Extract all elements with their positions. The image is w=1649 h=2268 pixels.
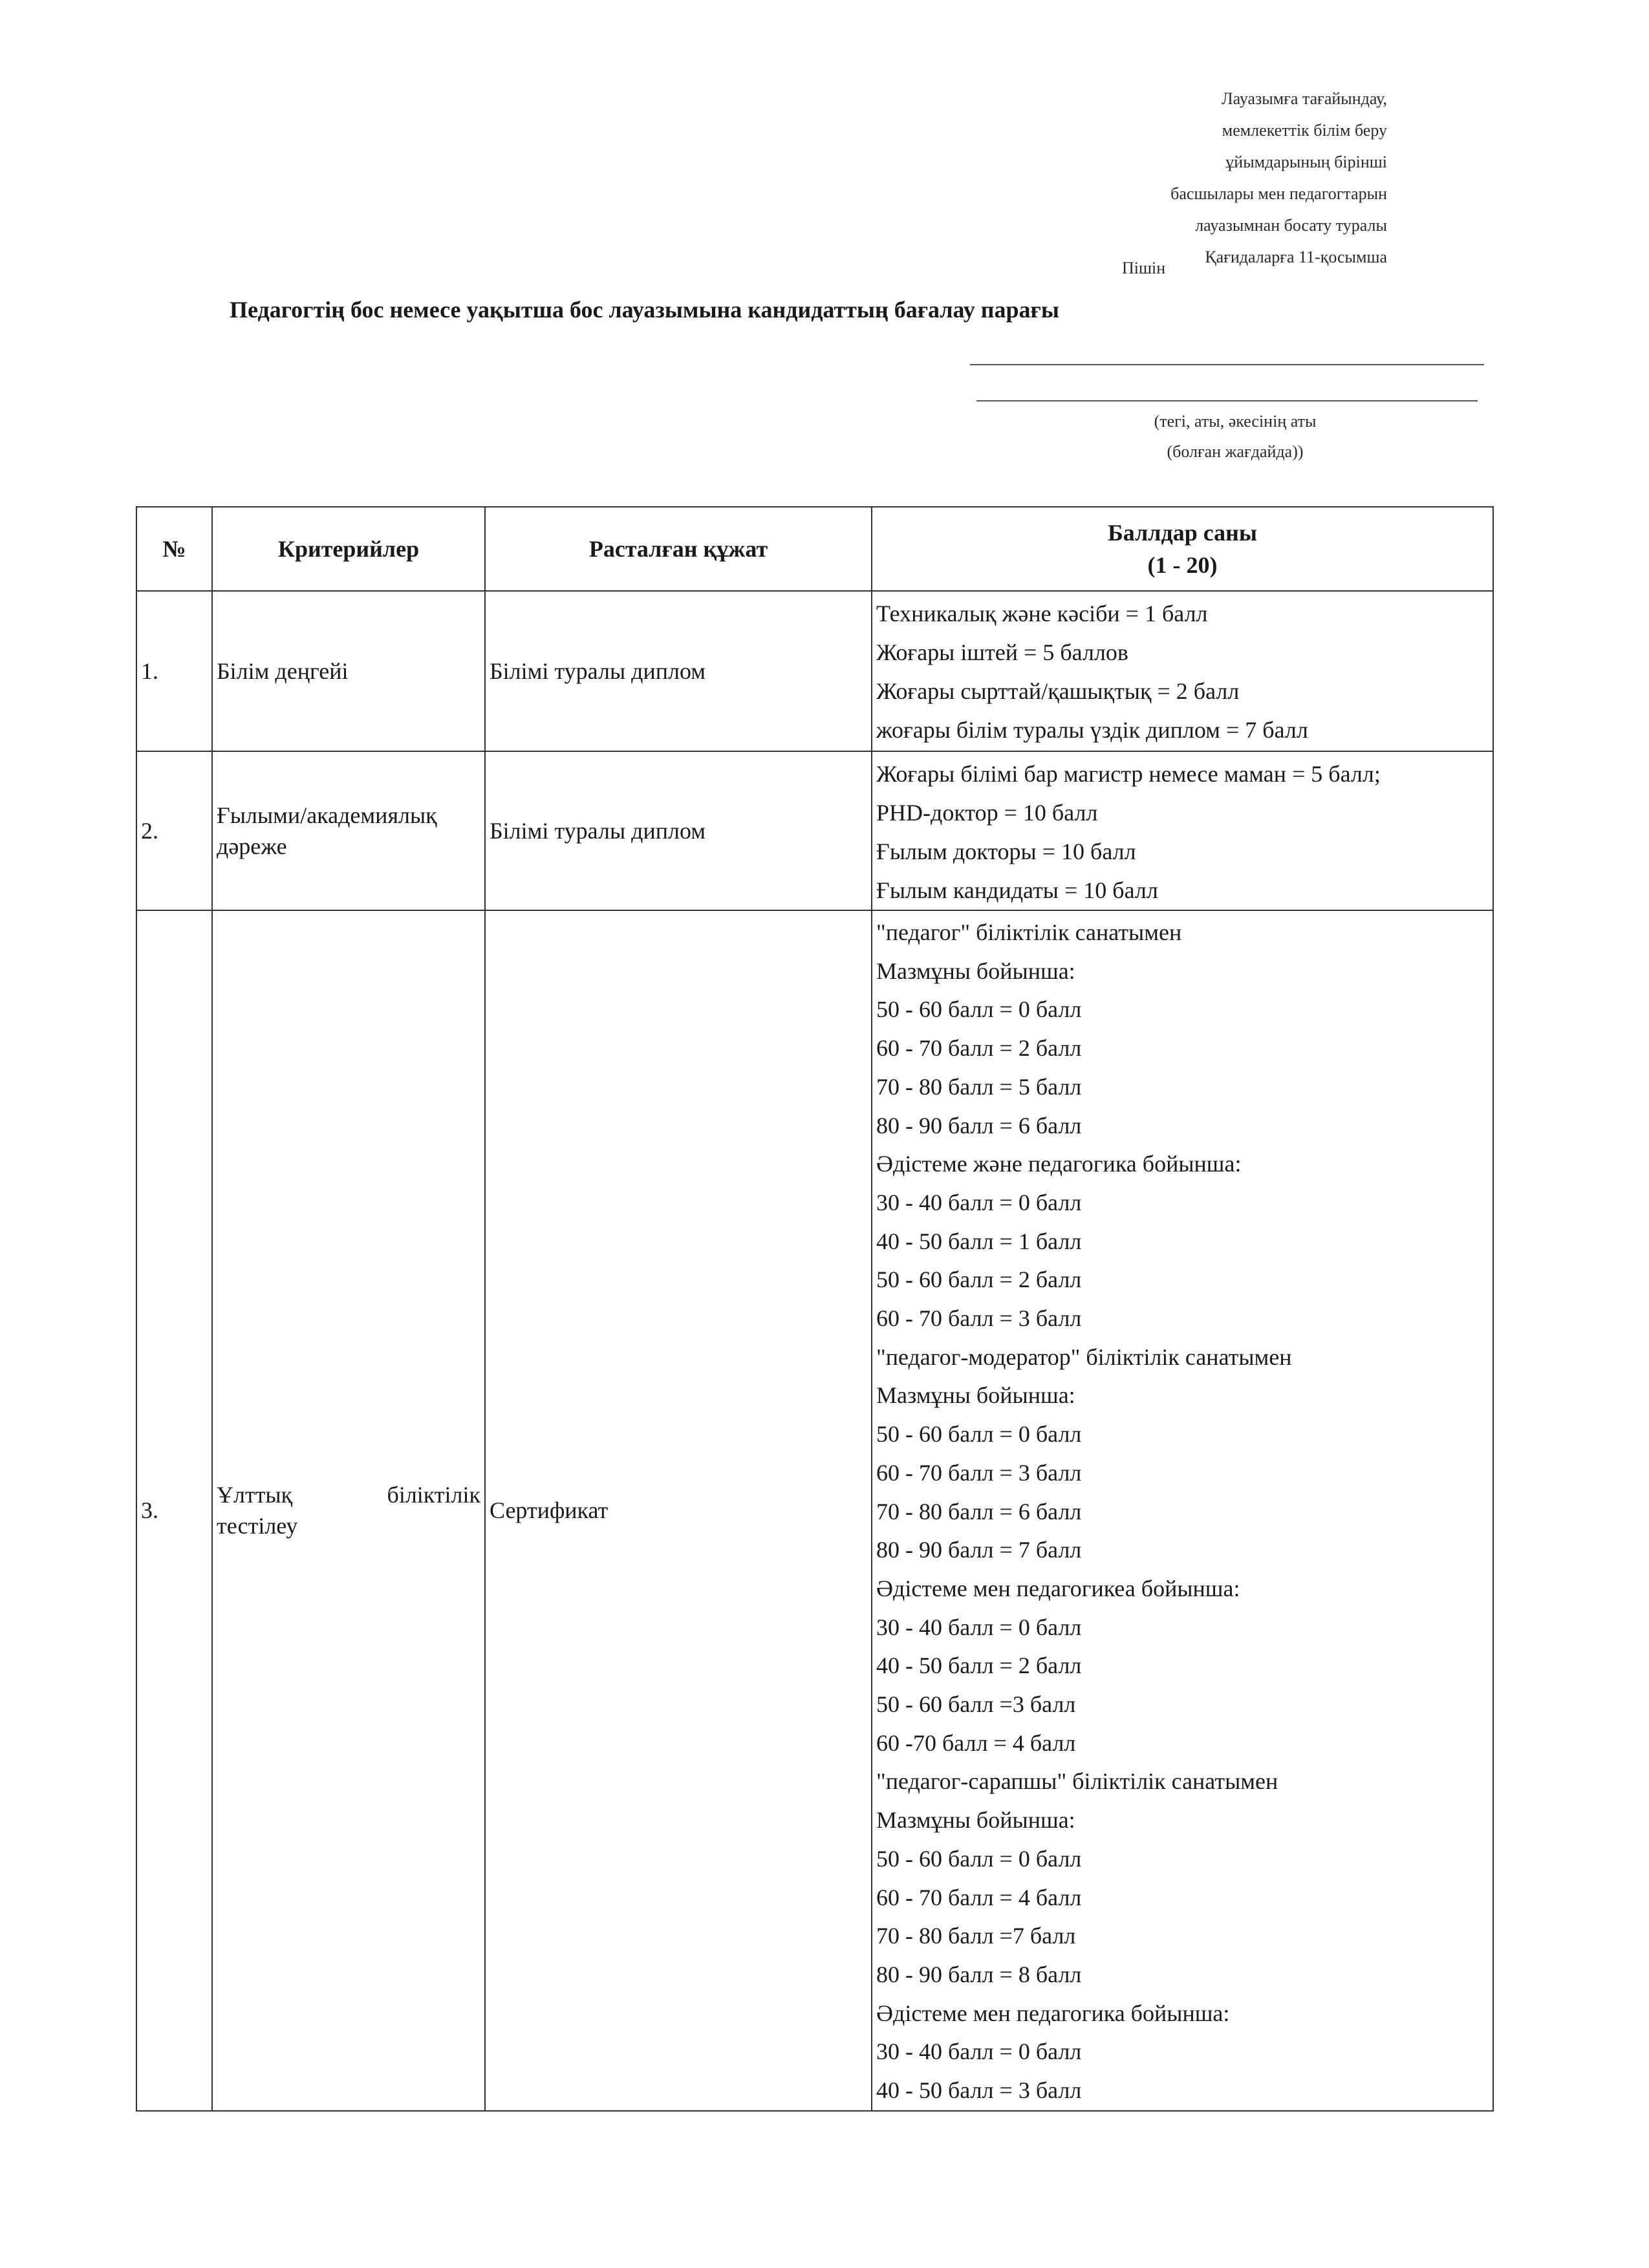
points-line: 50 - 60 балл = 0 балл: [876, 1421, 1082, 1448]
row-criteria: Білім деңгейі: [212, 591, 485, 751]
criteria-line: [217, 1479, 480, 1510]
points-line: 60 - 70 балл = 4 балл: [876, 1884, 1082, 1910]
appendix-note-line: Лауазымға тағайындау,: [1221, 89, 1387, 108]
points-line: "педагог" біліктілік санатымен: [876, 919, 1182, 945]
name-caption: [1009, 406, 1461, 467]
points-line: 40 - 50 балл = 3 балл: [876, 2077, 1082, 2104]
points-line: 60 - 70 балл = 3 балл: [876, 1459, 1082, 1486]
points-line: "педагог-сарапшы" біліктілік санатымен: [876, 1768, 1278, 1795]
header-points-range: (1 - 20): [1147, 552, 1218, 578]
points-line: Мазмұны бойынша:: [876, 957, 1075, 984]
points-line: 80 - 90 балл = 8 балл: [876, 1961, 1082, 1987]
row-points: [872, 591, 1493, 751]
row-document: Сертификат: [485, 910, 872, 2111]
points-line: Мазмұны бойынша:: [876, 1382, 1075, 1409]
points-line: 50 - 60 балл =3 балл: [876, 1691, 1076, 1718]
row-points: [872, 751, 1493, 910]
points-line: 70 - 80 балл =7 балл: [876, 1923, 1076, 1949]
points-line: Техникалық және кәсіби = 1 балл: [876, 601, 1208, 626]
header-document: Расталған құжат: [485, 507, 872, 591]
criteria-line: Ғылыми/академиялық: [217, 802, 437, 828]
points-line: 60 - 70 балл = 2 балл: [876, 1035, 1082, 1062]
appendix-note-line: басшылары мен педагогтарын: [1170, 184, 1387, 203]
points-line: Жоғары сырттай/қашықтық = 2 балл: [876, 678, 1240, 704]
assessment-table: [136, 506, 1494, 2112]
appendix-note-line: Қағидаларға 11-қосымша: [1205, 248, 1387, 266]
table-row: [136, 910, 1493, 2111]
points-line: Ғылым кандидаты = 10 балл: [876, 877, 1158, 903]
criteria-word: біліктілік: [387, 1482, 480, 1508]
points-line: 60 - 70 балл = 3 балл: [876, 1305, 1082, 1332]
points-line: 80 - 90 балл = 6 балл: [876, 1112, 1082, 1139]
points-line: Мазмұны бойынша:: [876, 1807, 1075, 1834]
points-line: 70 - 80 балл = 6 балл: [876, 1498, 1082, 1524]
points-line: Әдістеме мен педагогика бойынша:: [876, 2000, 1230, 2026]
table-row: [136, 751, 1493, 910]
points-line: PHD-доктор = 10 балл: [876, 800, 1098, 826]
row-document: Білімі туралы диплом: [485, 591, 872, 751]
header-number: №: [136, 507, 212, 591]
points-line: 30 - 40 балл = 0 балл: [876, 1189, 1082, 1215]
row-number: 1.: [136, 591, 212, 751]
points-line: Ғылым докторы = 10 балл: [876, 839, 1136, 864]
table-header-row: [136, 507, 1493, 591]
points-line: Әдістеме мен педагогикеа бойынша:: [876, 1575, 1240, 1601]
appendix-note-line: мемлекеттік білім беру: [1222, 121, 1387, 140]
header-criteria: Критерийлер: [212, 507, 485, 591]
points-line: 80 - 90 балл = 7 балл: [876, 1537, 1082, 1563]
name-caption-line: (болған жағдайда)): [1167, 442, 1304, 461]
row-points: [872, 910, 1493, 2111]
points-line: Жоғары білімі бар магистр немесе маман = 5 балл;: [876, 761, 1381, 787]
points-line: 30 - 40 балл = 0 балл: [876, 2038, 1082, 2065]
header-points-label: Баллдар саны: [1107, 520, 1257, 546]
table-row: [136, 591, 1493, 751]
row-number: 2.: [136, 751, 212, 910]
appendix-note-line: ұйымдарының бірінші: [1225, 153, 1387, 171]
name-caption-line: (тегі, аты, әкесінің аты: [1154, 412, 1317, 431]
points-line: Әдістеме және педагогика бойынша:: [876, 1151, 1242, 1177]
row-criteria: [212, 751, 485, 910]
points-line: 50 - 60 балл = 0 балл: [876, 996, 1082, 1023]
criteria-word: Ұлттық: [217, 1482, 293, 1508]
name-blank-line: [970, 364, 1484, 365]
criteria-line: тестілеу: [217, 1513, 298, 1539]
row-number: 3.: [136, 910, 212, 2111]
appendix-note-line: лауазымнан босату туралы: [1195, 216, 1387, 235]
points-line: 60 -70 балл = 4 балл: [876, 1729, 1076, 1756]
points-line: 70 - 80 балл = 5 балл: [876, 1073, 1082, 1100]
points-line: 30 - 40 балл = 0 балл: [876, 1614, 1082, 1640]
points-line: Жоғары іштей = 5 баллов: [876, 639, 1128, 665]
points-line: 50 - 60 балл = 2 балл: [876, 1267, 1082, 1293]
points-line: 40 - 50 балл = 2 балл: [876, 1653, 1082, 1679]
points-line: 50 - 60 балл = 0 балл: [876, 1845, 1082, 1872]
points-line: жоғары білім туралы үздік диплом = 7 балл: [876, 717, 1308, 743]
name-blank-line: [976, 400, 1478, 401]
points-line: "педагог-модератор" біліктілік санатымен: [876, 1343, 1292, 1370]
document-title: Педагогтің бос немесе уақытша бос лауазымына кандидаттың бағалау парағы: [230, 297, 1059, 323]
header-points: [872, 507, 1493, 591]
criteria-line: дәреже: [217, 833, 287, 859]
form-label: Пішін: [1122, 259, 1166, 277]
row-criteria: [212, 910, 485, 2111]
appendix-note: [1170, 83, 1387, 273]
row-document: Білімі туралы диплом: [485, 751, 872, 910]
points-line: 40 - 50 балл = 1 балл: [876, 1228, 1082, 1254]
